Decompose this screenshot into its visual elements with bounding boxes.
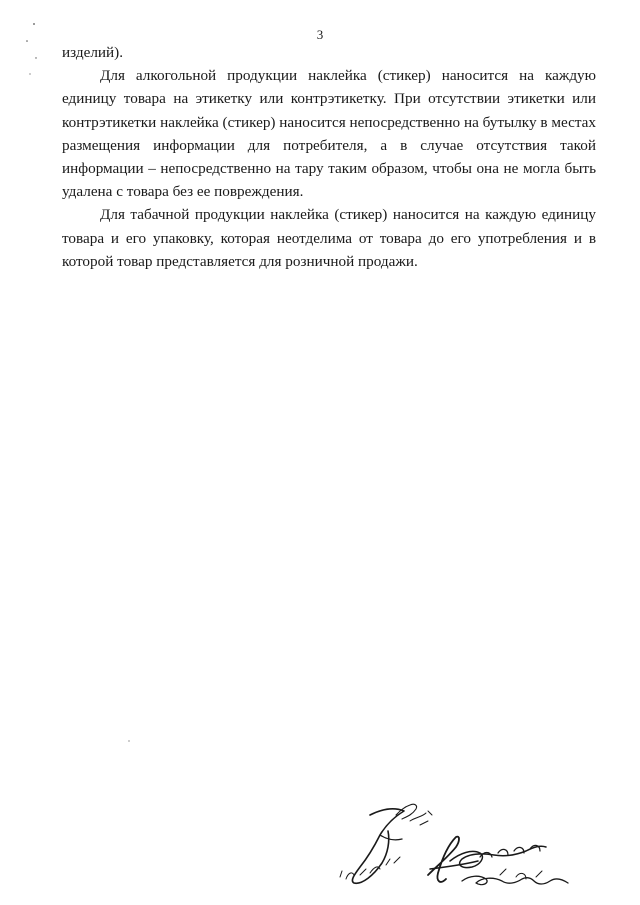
paragraph-tobacco-labeling: Для табачной продукции наклейка (стикер) наносится на каждую единицу товара и его упаковку, которая неотделима от товара до его употребления и в которой товар представляется для розничной продажи. [62,206,596,270]
paragraph-alcohol-labeling: Для алкогольной продукции наклейка (стикер) наносится на каждую единицу товара на этикетку или контрэтикетку. При отсутствии этикетки или контрэтикетки наклейка (стикер) наносится непосредственно на бутылку в местах размещения информации для потребителя, а в случае отсутствия такой информации – непосредственно на тару таким образом, чтобы она не могла быть удалена с товара без ее повреждения. [62,67,596,201]
paragraph-continuation: изделий). [62,44,124,61]
page-number: 3 [316,27,324,42]
handwritten-signatures [330,795,590,900]
document-body [62,41,596,273]
